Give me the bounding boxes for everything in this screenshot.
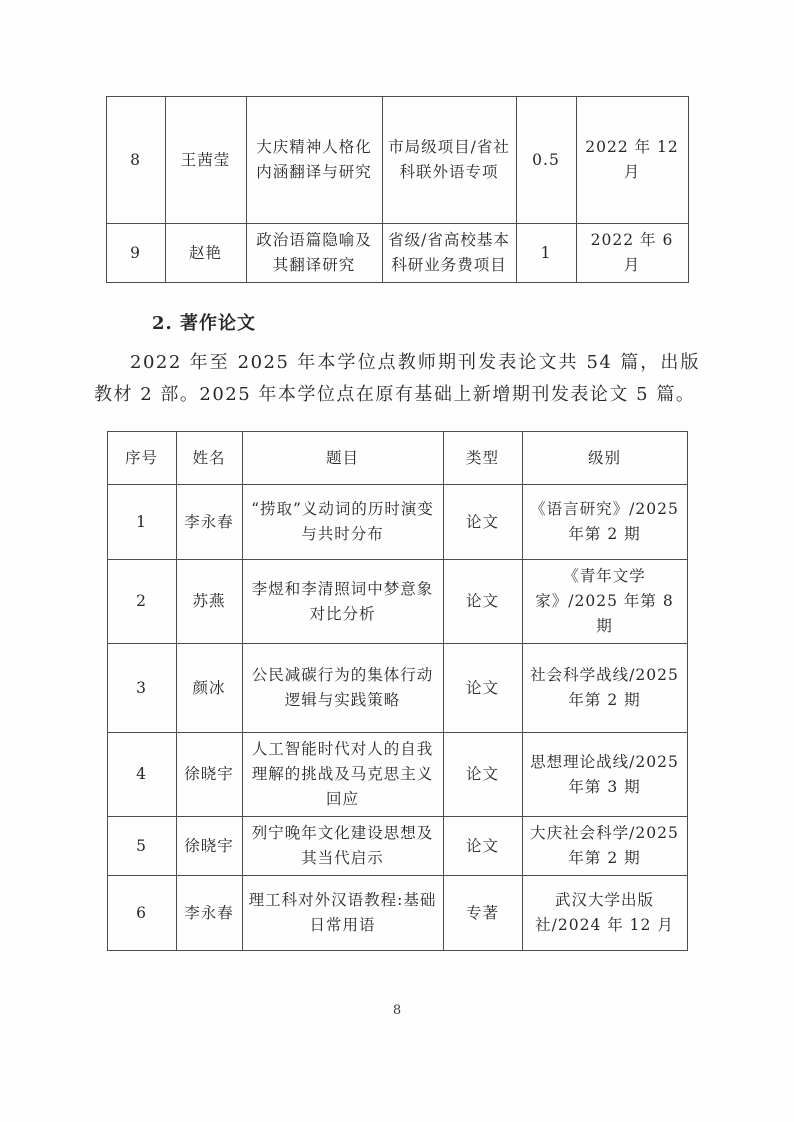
- cell-publication-type: 论文: [443, 485, 522, 560]
- header-no: 序号: [107, 432, 176, 485]
- table-row: [107, 733, 687, 817]
- cell-publication-title: “捞取”义动词的历时演变与共时分布: [242, 485, 443, 560]
- header-type: 类型: [443, 432, 522, 485]
- cell-row-number: 9: [106, 224, 165, 283]
- cell-project-title: 大庆精神人格化内涵翻译与研究: [246, 97, 382, 224]
- cell-author-name: 苏燕: [176, 560, 242, 644]
- table-row: [106, 224, 688, 283]
- table-row: [107, 876, 687, 951]
- cell-publication-level: 《青年文学家》/2025 年第 8 期: [522, 560, 687, 644]
- page-content: [0, 96, 794, 951]
- section-paragraph: 2022 年至 2025 年本学位点教师期刊发表论文共 54 篇，出版教材 2 部。2025 年本学位点在原有基础上新增期刊发表论文 5 篇。: [94, 352, 700, 405]
- cell-publication-level: 大庆社会科学/2025 年第 2 期: [522, 817, 687, 876]
- cell-publication-type: 专著: [443, 876, 522, 951]
- header-name: 姓名: [176, 432, 242, 485]
- cell-author-name: 徐晓宇: [176, 817, 242, 876]
- cell-publication-level: 《语言研究》/2025 年第 2 期: [522, 485, 687, 560]
- cell-row-number: 8: [106, 97, 165, 224]
- cell-author-name: 李永春: [176, 485, 242, 560]
- cell-publication-title: 公民减碳行为的集体行动逻辑与实践策略: [242, 644, 443, 733]
- table-row: [107, 560, 687, 644]
- table-row: [107, 644, 687, 733]
- cell-author-name: 李永春: [176, 876, 242, 951]
- section-heading: 2. 著作论文: [152, 313, 257, 334]
- cell-row-number: 6: [107, 876, 176, 951]
- cell-publication-title: 列宁晚年文化建设思想及其当代启示: [242, 817, 443, 876]
- table-row: [107, 817, 687, 876]
- cell-row-number: 1: [107, 485, 176, 560]
- cell-row-number: 2: [107, 560, 176, 644]
- page-number: 8: [392, 1003, 402, 1018]
- cell-row-number: 5: [107, 817, 176, 876]
- cell-author-name: 王茜莹: [165, 97, 246, 224]
- cell-author-name: 颜冰: [176, 644, 242, 733]
- cell-funding: 1: [516, 224, 576, 283]
- cell-row-number: 3: [107, 644, 176, 733]
- publications-table: [107, 431, 688, 951]
- cell-publication-level: 武汉大学出版社/2024 年 12 月: [522, 876, 687, 951]
- cell-date: 2022 年 12 月: [576, 97, 688, 224]
- header-row: [107, 432, 687, 485]
- cell-publication-level: 思想理论战线/2025 年第 3 期: [522, 733, 687, 817]
- cell-publication-type: 论文: [443, 733, 522, 817]
- cell-publication-level: 社会科学战线/2025 年第 2 期: [522, 644, 687, 733]
- cell-author-name: 徐晓宇: [176, 733, 242, 817]
- cell-project-level: 市局级项目/省社科联外语专项: [382, 97, 516, 224]
- projects-table-body: [106, 97, 688, 283]
- cell-publication-title: 理工科对外汉语教程:基础日常用语: [242, 876, 443, 951]
- cell-project-level: 省级/省高校基本科研业务费项目: [382, 224, 516, 283]
- cell-publication-type: 论文: [443, 817, 522, 876]
- cell-publication-type: 论文: [443, 644, 522, 733]
- cell-publication-title: 李煜和李清照词中梦意象对比分析: [242, 560, 443, 644]
- cell-project-title: 政治语篇隐喻及其翻译研究: [246, 224, 382, 283]
- projects-table: [106, 96, 689, 283]
- cell-date: 2022 年 6 月: [576, 224, 688, 283]
- cell-publication-type: 论文: [443, 560, 522, 644]
- publications-table-header: [107, 432, 687, 485]
- header-level: 级别: [522, 432, 687, 485]
- table-row: [106, 97, 688, 224]
- header-title: 题目: [242, 432, 443, 485]
- cell-funding: 0.5: [516, 97, 576, 224]
- publications-table-body: [107, 485, 687, 951]
- cell-row-number: 4: [107, 733, 176, 817]
- cell-publication-title: 人工智能时代对人的自我理解的挑战及马克思主义回应: [242, 733, 443, 817]
- cell-author-name: 赵艳: [165, 224, 246, 283]
- table-row: [107, 485, 687, 560]
